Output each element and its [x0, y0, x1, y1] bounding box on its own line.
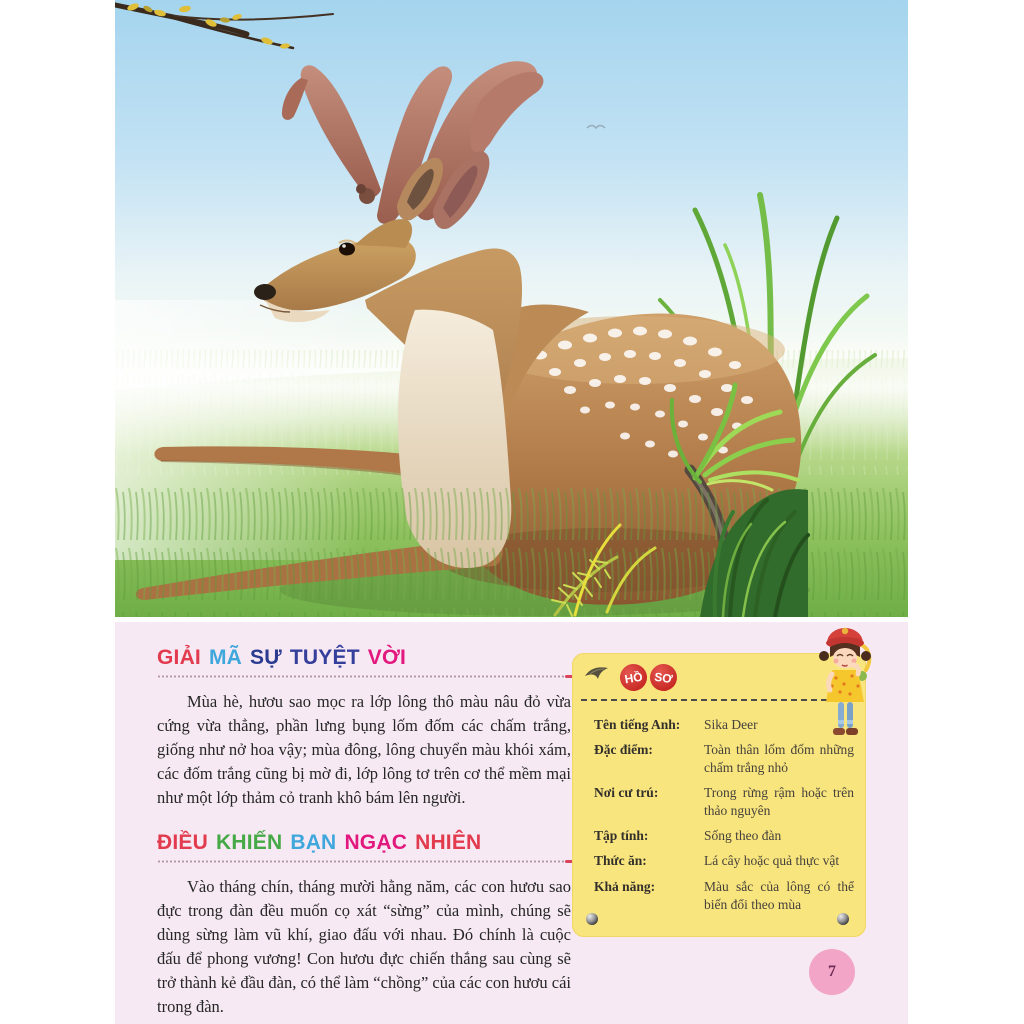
- deer-nose: [254, 284, 276, 300]
- section-heading-1: [157, 646, 571, 670]
- profile-row: [594, 741, 854, 777]
- profile-label: Nơi cư trú:: [594, 785, 659, 801]
- profile-card-header: [572, 653, 866, 699]
- profile-label: Khả năng:: [594, 878, 656, 894]
- badge-so: SƠ: [648, 662, 678, 692]
- heading-word: NHIÊN: [415, 830, 482, 854]
- section-heading-2: [157, 831, 571, 855]
- heading-word: TUYỆT: [289, 646, 360, 669]
- heading-word: GIẢI: [157, 646, 201, 669]
- badge-ho: HỒ: [618, 662, 649, 693]
- dotted-rule: [157, 675, 571, 678]
- heading-word: ĐIỀU: [157, 830, 208, 854]
- profile-value: Lá cây hoặc quả thực vật: [704, 853, 840, 869]
- profile-value: Sống theo đàn: [704, 828, 782, 844]
- profile-value: Toàn thân lốm đốm những chấm trắng nhỏ: [704, 742, 854, 776]
- heading-word: BẠN: [290, 830, 337, 854]
- profile-label: Thức ăn:: [594, 853, 647, 869]
- profile-value: Sika Deer: [704, 717, 758, 732]
- deer-illustration: [115, 0, 908, 617]
- profile-label: Đặc điểm:: [594, 742, 653, 758]
- profile-card: [572, 653, 866, 937]
- dotted-rule: [157, 860, 571, 863]
- section-paragraph-1: Mùa hè, hươu sao mọc ra lớp lông thô màu nâu đỏ vừa cứng vừa thẳng, phần lưng bụng lốm đốm các chấm trắng, giống như nở hoa vậy; mùa đông, lông chuyển màu khói xám, các đốm trắng cũng bị mờ đi, lớp lông tơ trên cơ thể mềm mại như một lớp thảm cỏ tranh khô bám lên người.: [157, 692, 571, 808]
- profile-row: [594, 878, 854, 914]
- profile-value: Màu sắc của lông có thể biến đổi theo mùa: [704, 878, 854, 912]
- girl-mascot-illustration: [814, 626, 876, 742]
- heading-word: MÃ: [208, 646, 243, 669]
- page-number: 7: [828, 963, 836, 980]
- page-number-badge: [809, 949, 855, 995]
- profile-row: [594, 852, 854, 870]
- profile-row: [594, 784, 854, 820]
- swallow-icon: [584, 663, 610, 681]
- heading-word: KHIẾN: [215, 830, 283, 854]
- heading-word: VỜI: [367, 646, 407, 669]
- pin-ball-right: [837, 913, 849, 925]
- profile-label: Tập tính:: [594, 828, 649, 844]
- profile-badge: [620, 664, 677, 691]
- pin-ball-left: [586, 913, 598, 925]
- deer-eye: [339, 243, 355, 256]
- profile-value: Trong rừng rậm hoặc trên thảo nguyên: [704, 785, 854, 819]
- heading-word: NGẠC: [344, 830, 408, 854]
- profile-label: Tên tiếng Anh:: [594, 717, 681, 732]
- profile-row: [594, 827, 854, 845]
- heading-word: SỰ: [250, 646, 282, 669]
- article-column: [157, 646, 571, 1024]
- section-paragraph-2: Vào tháng chín, tháng mười hằng năm, các con hươu sao đực trong đàn đều muốn cọ xát “sừng” của mình, chúng sẽ dùng sừng làm vũ khí, giao đấu với nhau. Đó chính là cuộc đấu để phong vương! Con hươu đực chiến thắng sau cùng sẽ trở thành kẻ đầu đàn, có thể làm “chồng” của các con hươu cái trong đàn.: [157, 876, 571, 1017]
- content-panel: [115, 622, 908, 1024]
